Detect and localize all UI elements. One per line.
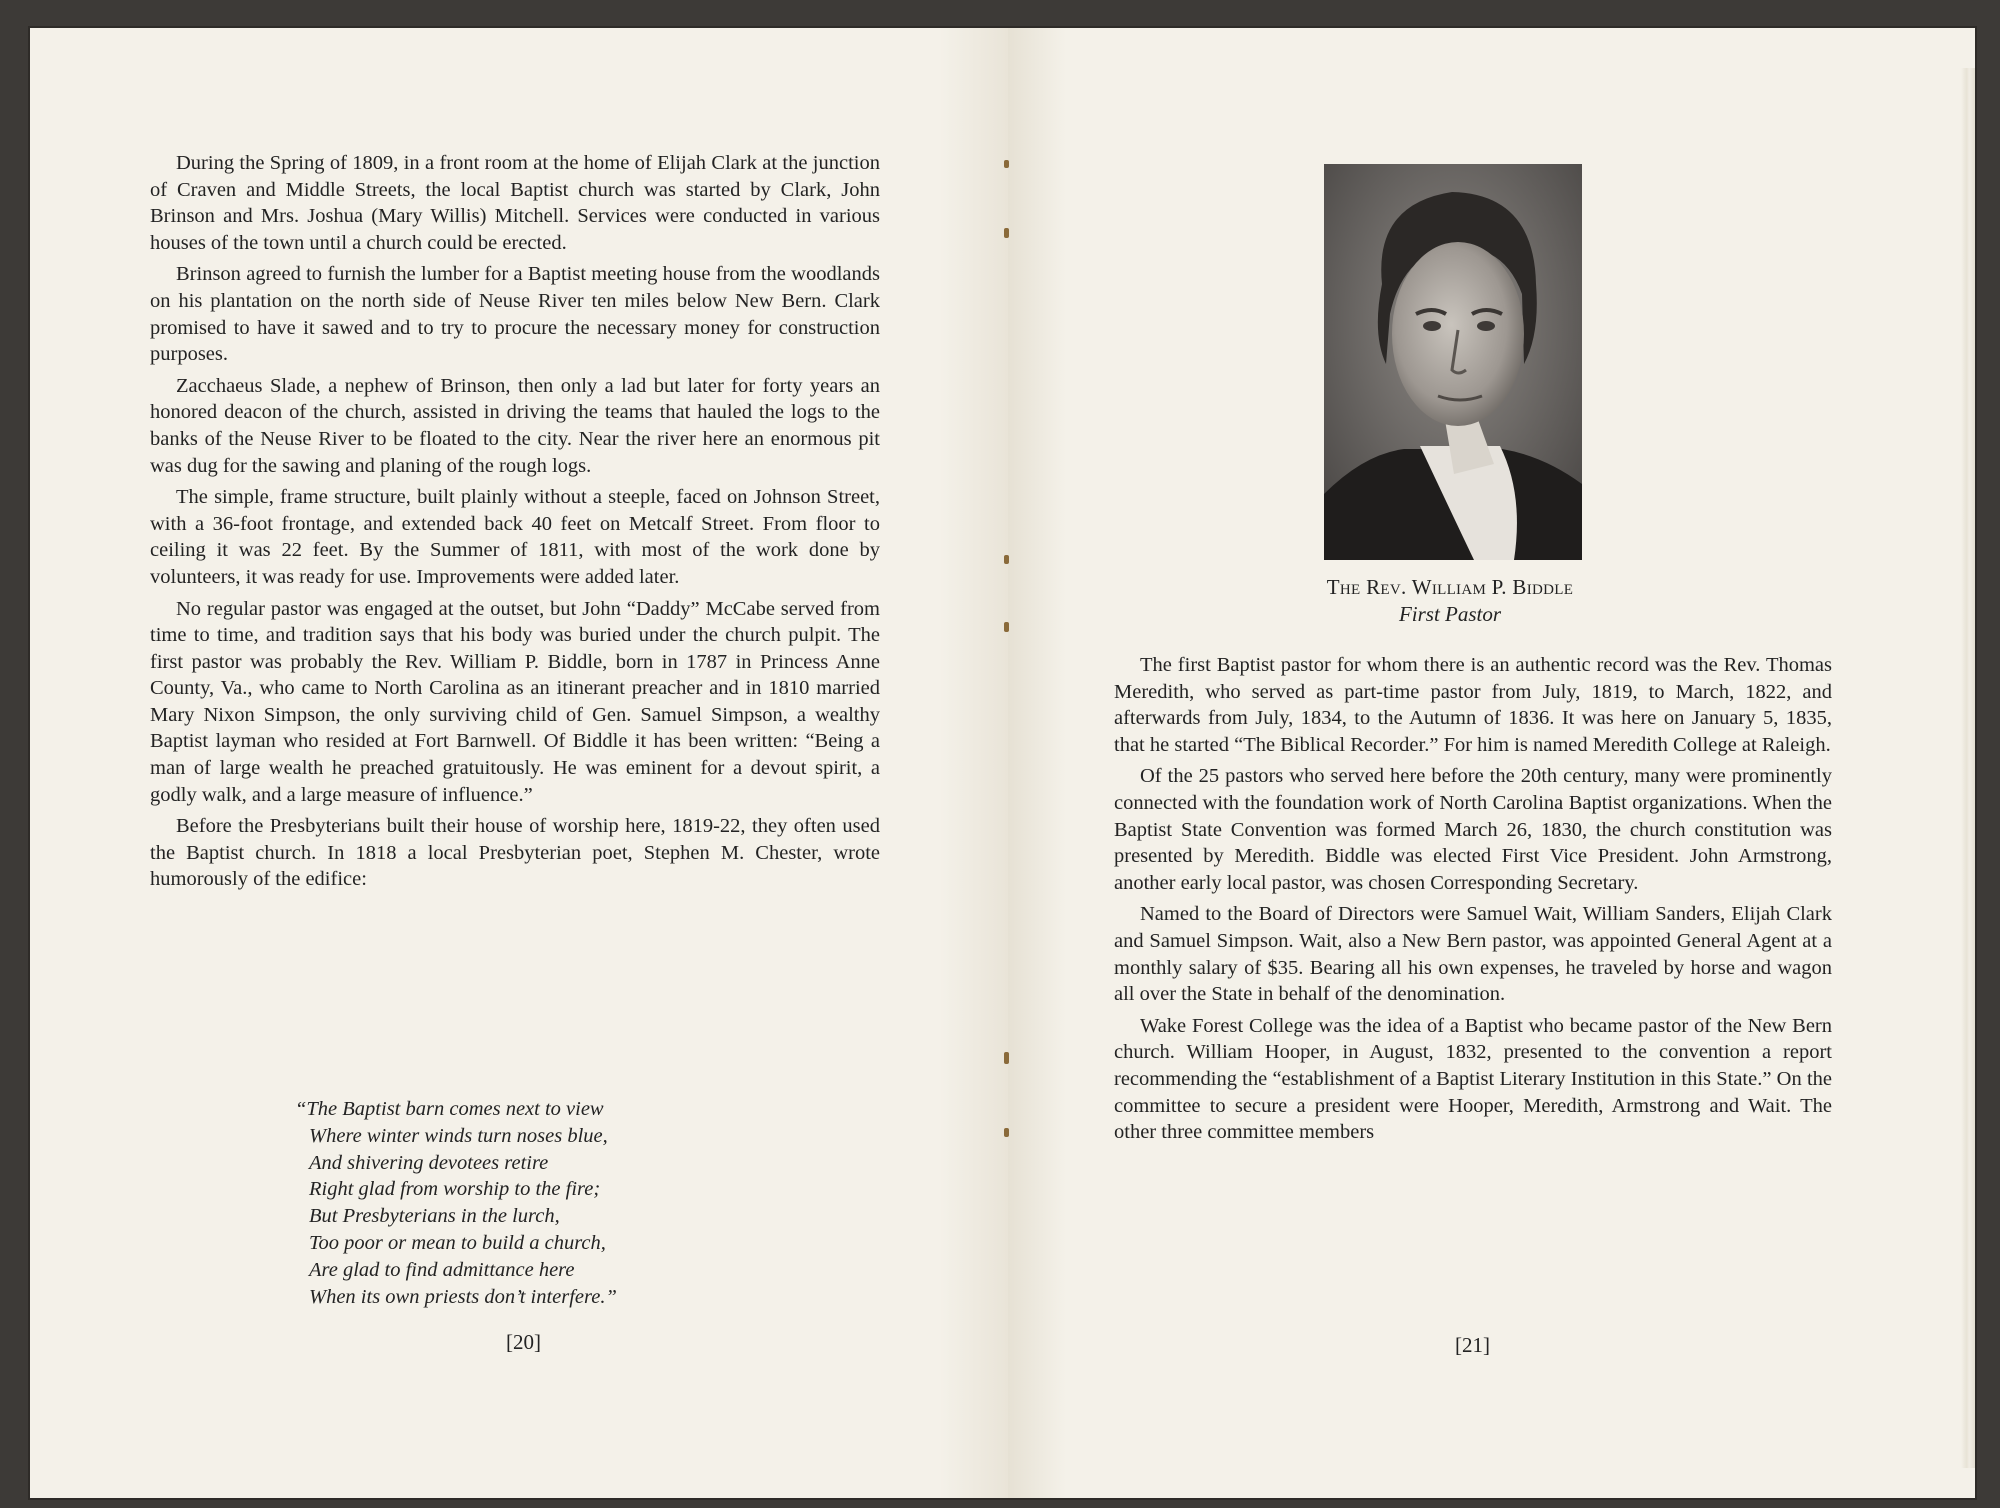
page-number-right: [21]: [1455, 1333, 1490, 1357]
binding-mark: [1004, 160, 1009, 168]
poem-line: But Presbyterians in the lurch,: [309, 1205, 560, 1228]
poem-line: Too poor or mean to build a church,: [309, 1231, 606, 1254]
binding-mark: [1004, 1052, 1009, 1064]
paragraph: The first Baptist pastor for whom there is an authentic record was the Rev. Thomas Meredith, who served as part-time pastor from July, 1819, to March, 1822, and afterwards from July, 1834, to the Autumn of 1836. It was here on January 5, 1835, that he started “The Biblical Recorder.” For him is named Meredith College at Raleigh.: [1114, 654, 1832, 756]
poem-line: “The Baptist barn comes next to view: [295, 1098, 604, 1120]
page-number-left: [20]: [506, 1330, 541, 1354]
right-page-body: [1114, 652, 1832, 1151]
paragraph: Brinson agreed to furnish the lumber for a Baptist meeting house from the woodlands on his plantation on the north side of Neuse River ten miles below New Bern. Clark promised to have it sawed and to try to procure the necessary money for construction purposes.: [150, 263, 880, 366]
caption-role: First Pastor: [1398, 602, 1502, 626]
portrait-photo: [1324, 164, 1582, 560]
caption-name: The Rev. William P. Biddle: [1326, 575, 1574, 599]
paragraph: The simple, frame structure, built plainly without a steeple, faced on Johnson Street, with a 36-foot frontage, and extended back 40 feet on Metcalf Street. From floor to ceiling it was 22 feet. By the Summer of 1811, with most of the work done by volunteers, it was ready for use. Improvements were added later.: [150, 486, 880, 588]
portrait-caption: [1200, 574, 1700, 628]
paragraph: During the Spring of 1809, in a front room at the home of Elijah Clark at the junction of Craven and Middle Streets, the local Baptist church was started by Clark, John Brinson and Mrs. Joshua (Mary Willis) Mitchell. Services were conducted in various houses of the town until a church could be erected.: [150, 152, 880, 254]
poem-line: When its own priests don’t interfere.”: [309, 1285, 617, 1308]
binding-mark: [1004, 1128, 1009, 1137]
paragraph: No regular pastor was engaged at the outset, but John “Daddy” McCabe served from time to time, and tradition says that his body was buried under the church pulpit. The first pastor was probably the Rev. William P. Biddle, born in 1787 in Princess Anne County, Va., who came to North Carolina as an itinerant preacher and in 1810 married Mary Nixon Simpson, the only surviving child of Gen. Samuel Simpson, a wealthy Baptist layman who resided at Fort Barnwell. Of Biddle it has been written: “Being a man of large wealth he preached gratuitously. He was eminent for a devout spirit, a godly walk, and a large measure of influence.”: [150, 597, 880, 806]
left-page-body: [150, 150, 880, 898]
poem-line: Where winter winds turn noses blue,: [309, 1124, 608, 1147]
poem-line: Right glad from worship to the fire;: [309, 1178, 601, 1201]
paragraph: Of the 25 pastors who served here before the 20th century, many were prominently connected with the foundation work of North Carolina Baptist organizations. When the Baptist State Convention was formed March 26, 1830, the church constitution was presented by Meredith. Biddle was elected First Vice President. John Armstrong, another early local pastor, was chosen Corresponding Secretary.: [1114, 765, 1832, 894]
paragraph: Wake Forest College was the idea of a Baptist who became pastor of the New Bern church. William Hooper, in August, 1832, presented to the convention a report recommending the “establishment of a Baptist Literary Institution in this State.” On the committee to secure a president were Hooper, Meredith, Armstrong and Wait. The other three committee members: [1114, 1014, 1832, 1144]
poem-line: Are glad to find admittance here: [309, 1258, 575, 1281]
poem: [295, 1096, 765, 1310]
paragraph: Zacchaeus Slade, a nephew of Brinson, then only a lad but later for forty years an honored deacon of the church, assisted in driving the teams that hauled the logs to the banks of the Neuse River to be floated to the city. Near the river here an enormous pit was dug for the sawing and planing of the rough logs.: [150, 374, 880, 477]
binding-mark: [1004, 228, 1009, 238]
paragraph: Named to the Board of Directors were Samuel Wait, William Sanders, Elijah Clark and Samuel Simpson. Wait, also a New Bern pastor, was appointed General Agent at a monthly salary of $35. Bearing all his own expenses, he traveled by horse and wagon all over the State in behalf of the denomination.: [1114, 903, 1832, 1006]
portrait-image: [1324, 164, 1582, 560]
paragraph: Before the Presbyterians built their house of worship here, 1819-22, they often used the Baptist church. In 1818 a local Presbyterian poet, Stephen M. Chester, wrote humorously of the edifice:: [150, 815, 880, 891]
poem-line: And shivering devotees retire: [309, 1151, 549, 1174]
binding-mark: [1004, 555, 1009, 564]
binding-mark: [1004, 622, 1009, 632]
page-edge: [1961, 68, 1975, 1468]
